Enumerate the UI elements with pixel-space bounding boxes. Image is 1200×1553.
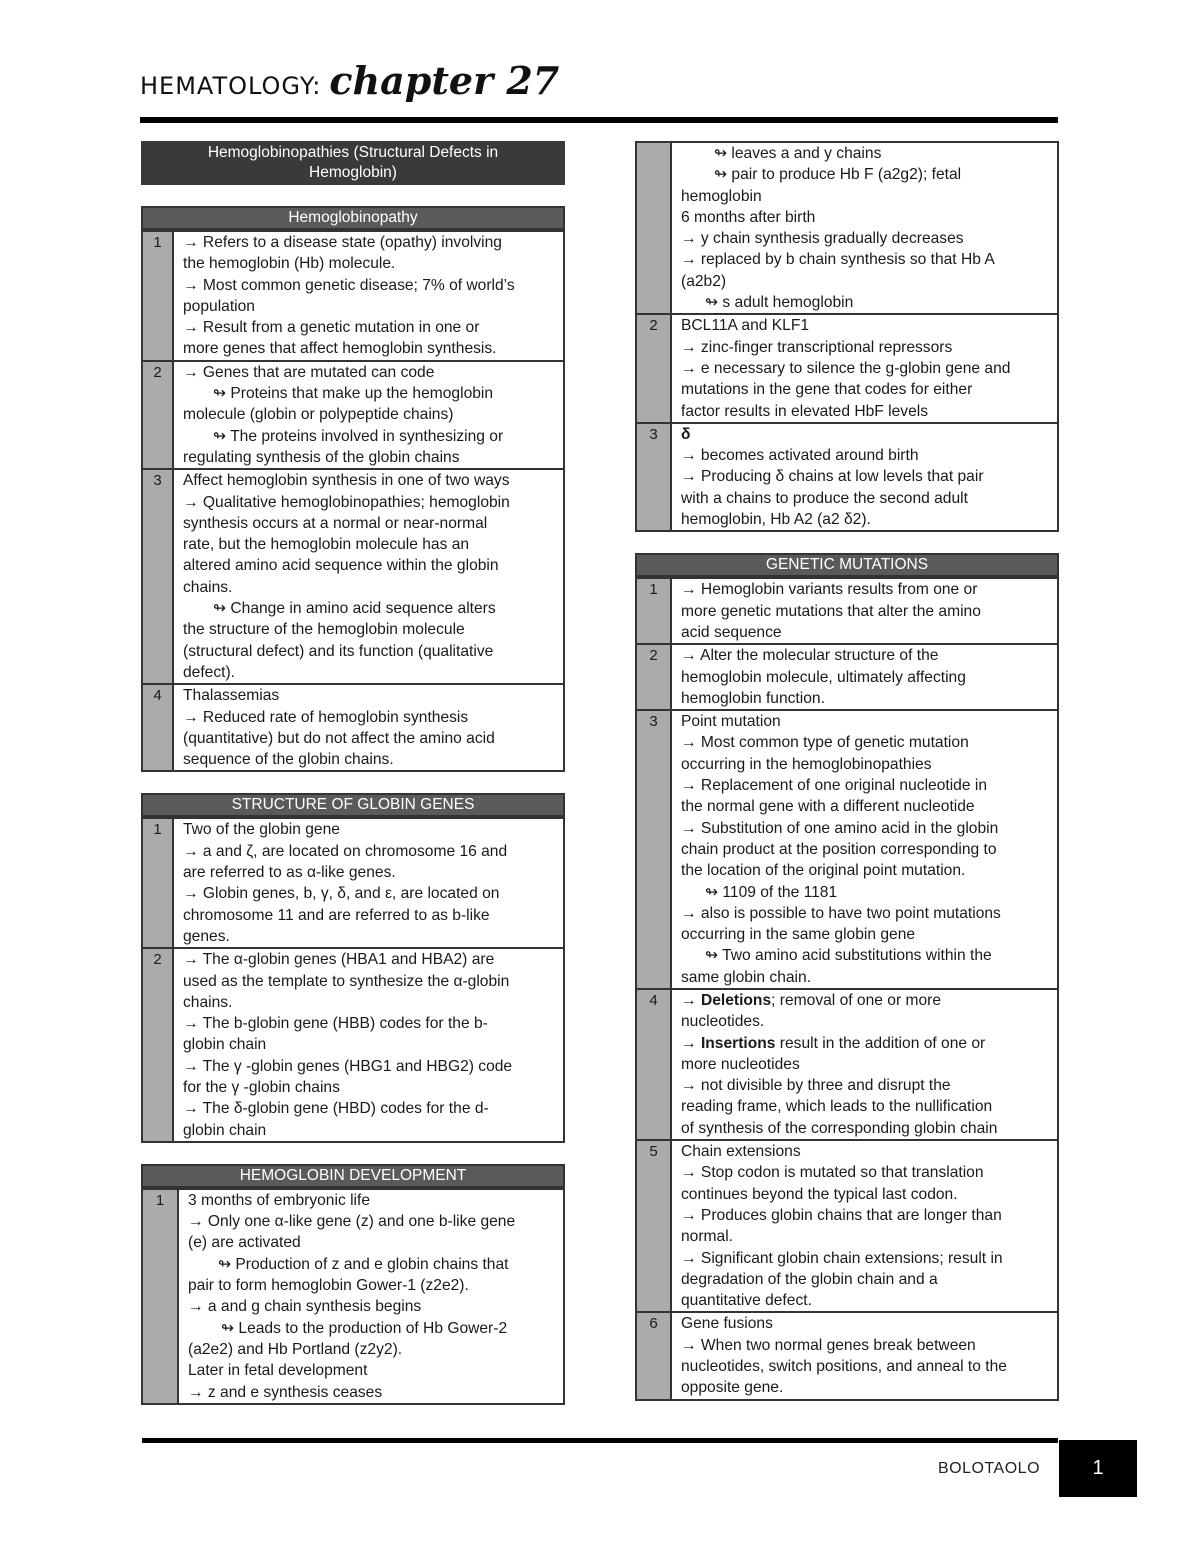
row-content: δ → becomes activated around birth → Producing δ chains at low levels that pair with a chains to produce the second adult hemoglobin, Hb A2 (a2 δ2). [681, 425, 984, 529]
page-header [140, 58, 559, 108]
table-title: Hemoglobinopathy [143, 208, 563, 230]
table-hemoglobin-development-continued [635, 141, 1059, 532]
row-number: 2 [637, 645, 672, 709]
row-content: → Deletions; removal of one or more nucleotides. → Insertions result in the addition of one or more nucleotides → not divisible by three and disrupt the reading frame, which leads to the nullification of synthesis of the corresponding globin chain [681, 991, 998, 1137]
row-number: 1 [143, 232, 174, 360]
row-content: → Hemoglobin variants results from one or more genetic mutations that alter the amino acid sequence [681, 581, 981, 641]
term-deletions: Deletions [700, 991, 772, 1009]
row-content: → Refers to a disease state (opathy) involving the hemoglobin (Hb) molecule. → Most common genetic disease; 7% of world’s population → Result from a genetic mutation in one or more genes that affect hemoglobin synthesis. [183, 234, 515, 358]
table-row [637, 643, 1057, 709]
row-number: 1 [143, 1190, 179, 1403]
header-subject: HEMATOLOGY: [140, 72, 322, 100]
row-number: 4 [143, 685, 174, 770]
table-row [637, 709, 1057, 988]
table-row [637, 1139, 1057, 1311]
table-title: HEMOGLOBIN DEVELOPMENT [143, 1166, 563, 1188]
section-banner: Hemoglobinopathies (Structural Defects in Hemoglobin) [141, 141, 565, 185]
row-content: 3 months of embryonic life → Only one α-like gene (z) and one b-like gene (e) are activated ↬ Production of z and e globin chains that pair to form hemoglobin Gower-1 (z2e2). → a and g chain synthesis begins ↬ Leads to the production of Hb Gower-2 (a2e2) and Hb Portland (z2y2). Later in fetal development → z and e synthesis ceases [188, 1191, 516, 1401]
row-content: ↬ leaves a and y chains ↬ pair to produce Hb F (a2g2); fetal hemoglobin 6 months after birth → y chain synthesis gradually decreases → replaced by b chain synthesis so that Hb A (a2b2) ↬ s adult hemoglobin [681, 145, 995, 312]
footer-author: BOLOTAOLO [938, 1460, 1041, 1477]
row-number: 5 [637, 1141, 672, 1311]
table-genetic-mutations [635, 553, 1059, 1400]
row-number: 1 [143, 819, 174, 947]
table-row [143, 817, 563, 947]
term-insertions: Insertions [700, 1034, 776, 1052]
table-title: STRUCTURE OF GLOBIN GENES [143, 795, 563, 817]
row-number [637, 143, 672, 313]
row-number: 3 [637, 711, 672, 988]
table-row [637, 313, 1057, 421]
table-row [637, 422, 1057, 530]
table-row [637, 988, 1057, 1139]
table-hemoglobinopathy [141, 206, 565, 772]
row-content: Point mutation → Most common type of genetic mutation occurring in the hemoglobinopathies → Replacement of one original nucleotide in the normal gene with a different nucleotide → Substitution of one amino acid in the globin chain product at the position corresponding to the location of the original point mutation. ↬ 1109 of the 1181 → also is possible to have two point mutations occurring in the same globin gene ↬ Two amino acid substitutions within the same globin chain. [681, 713, 1001, 986]
table-row [143, 360, 563, 468]
table-row [143, 683, 563, 770]
row-number: 3 [143, 470, 174, 683]
page-number: 1 [1059, 1440, 1137, 1497]
table-row [637, 577, 1057, 643]
header-rule [140, 117, 1058, 123]
table-hemoglobin-development [141, 1164, 565, 1405]
row-number: 1 [637, 579, 672, 643]
row-content: Two of the globin gene → a and ζ, are located on chromosome 16 and are referred to as α-like genes. → Globin genes, b, γ, δ, and ε, are located on chromosome 11 and are referred to as b-like genes. [183, 821, 508, 945]
table-row [143, 468, 563, 683]
row-number: 2 [143, 949, 174, 1141]
row-content: → Genes that are mutated can code ↬ Proteins that make up the hemoglobin molecule (globin or polypeptide chains) ↬ The proteins involved in synthesizing or regulating synthesis of the globin chains [183, 363, 504, 466]
row-content: Affect hemoglobin synthesis in one of two ways → Qualitative hemoglobinopathies; hemoglobin synthesis occurs at a normal or near-normal rate, but the hemoglobin molecule has an altered amino acid sequence within the globin chains. ↬ Change in amino acid sequence alters the structure of the hemoglobin molecule (structural defect) and its function (qualitative defect). [183, 472, 510, 681]
row-content: BCL11A and KLF1 → zinc-finger transcriptional repressors → e necessary to silence the g-globin gene and mutations in the gene that codes for either factor results in elevated HbF levels [681, 317, 1011, 420]
row-number: 4 [637, 990, 672, 1139]
row-content: Gene fusions → When two normal genes break between nucleotides, switch positions, and anneal to the opposite gene. [681, 1315, 1007, 1397]
right-column [635, 141, 1059, 1401]
table-row [143, 1188, 563, 1403]
row-number: 2 [637, 315, 672, 421]
row-number: 2 [143, 362, 174, 468]
left-column [141, 141, 565, 1405]
row-content: → The α-globin genes (HBA1 and HBA2) are used as the template to synthesize the α-globin chains. → The b-globin gene (HBB) codes for the b- globin chain → The γ -globin genes (HBG1 and HBG2) code for the γ -globin chains → The δ-globin gene (HBD) codes for the d- globin chain [183, 951, 513, 1139]
row-content: Thalassemias → Reduced rate of hemoglobin synthesis (quantitative) but do not affect the amino acid sequence of the globin chains. [183, 687, 495, 769]
table-row [637, 1311, 1057, 1398]
footer-rule [142, 1438, 1058, 1443]
row-number: 6 [637, 1313, 672, 1398]
header-chapter: chapter 27 [329, 58, 560, 103]
table-row [143, 947, 563, 1141]
table-row [637, 143, 1057, 313]
row-number: 3 [637, 424, 672, 530]
row-content: Chain extensions → Stop codon is mutated so that translation continues beyond the typical last codon. → Produces globin chains that are longer than normal. → Significant globin chain extensions; result in degradation of the globin chain and a quantitative defect. [681, 1143, 1003, 1310]
table-row [143, 230, 563, 360]
row-content: → Alter the molecular structure of the hemoglobin molecule, ultimately affecting hemoglobin function. [681, 647, 966, 707]
table-title: GENETIC MUTATIONS [637, 555, 1057, 577]
table-structure-of-globin-genes [141, 793, 565, 1142]
